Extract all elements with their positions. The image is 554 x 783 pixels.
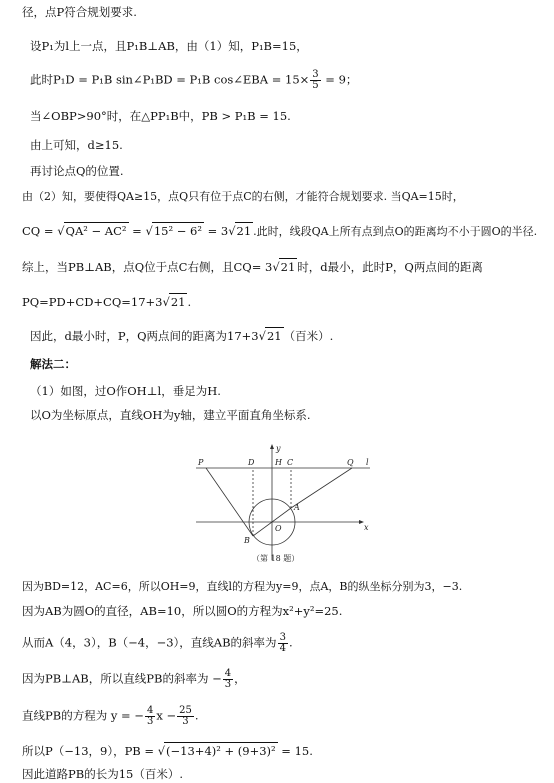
text: 由（2）知，要使得QA≥15，点Q只有位于点C的右侧，才能符合规划要求. 当QA=15时， [22,190,464,203]
text-line-16 [22,603,554,619]
text-line-19 [22,706,554,727]
text: . [187,295,192,309]
fraction-denominator: 5 [312,80,319,91]
text: 此时P₁D = P₁B sin∠P₁BD = P₁B cos∠EBA = 15× [30,72,310,87]
text-line-2 [30,38,554,54]
text: = 15. [277,744,313,758]
text: 因为PB⊥AB，所以直线PB的斜率为 − [22,671,222,686]
fraction-4-3 [145,706,155,727]
sqrt-15-6: 15² − 6² [153,224,202,238]
text: 时，d最小，此时P，Q两点间的距离 [297,260,483,274]
label-h: H [275,458,282,467]
line-pb [206,468,253,536]
text-line-3 [30,70,554,91]
text: 径，点P符合规划要求. [22,5,137,19]
fraction-denominator: 3 [146,716,154,727]
fraction-denominator: 4 [279,643,286,654]
fraction-denominator: 3 [224,679,232,690]
fraction-4-3 [223,669,233,690]
geometry-figure [192,442,382,570]
fraction-numerator: 4 [146,705,154,716]
text: CQ = [22,224,58,238]
text-line-10: PQ=PD+CD+CQ=17+3√21 . [22,295,192,309]
text: （百米）. [283,329,334,343]
text: 因此，d最小时，P，Q两点间的距离为17+3 [30,329,259,343]
text-line-6 [30,163,554,179]
label-d: D [248,458,255,467]
fraction-3-5 [310,70,320,91]
text-line-8: CQ = √QA² − AC² = √15² − 6² = 3√21 .此时，线段QA上所有点到点O的距离均不小于圆O的半径. [22,224,538,238]
fraction-numerator: 25 [179,705,192,716]
y-arrow [270,444,274,449]
text: . [288,635,293,650]
sqrt-21: 21 [280,260,296,274]
text: 由上可知，d≥15. [30,138,123,152]
sqrt-21: 21 [170,295,186,309]
text: ， [234,671,246,686]
sqrt-pb: (−13+4)² + (9+3)² [166,744,276,758]
text-line-9: 综上，当PB⊥AB，点Q位于点C右侧，且CQ= 3√21 时，d最小，此时P，Q两点间的距离 [22,260,483,274]
text-line-15 [22,578,554,595]
text: .此时，线段QA上所有点到点O的距离均不小于圆O的半径. [253,225,538,238]
text: . [194,708,199,723]
text: 因为AB为圆O的直径，AB=10，所以圆O的方程为x²+y²=25. [22,604,343,618]
text-line-13 [30,383,554,399]
text-line-11: 因此，d最小时，P，Q两点间的距离为17+3√21 （百米）. [30,329,334,343]
text-line-4 [30,108,554,124]
fraction-numerator: 3 [279,632,286,643]
text-line-12 [30,356,554,372]
label-o: O [275,524,282,533]
fraction-25-3 [177,706,194,727]
label-y: y [276,444,281,453]
section-heading: 解法二： [30,357,76,371]
text: x − [156,708,177,723]
text: 所以P（−13，9），PB = [22,744,158,758]
text-line-1 [22,4,554,20]
text: PQ=PD+CD+CQ=17+3 [22,295,163,309]
label-l: l [366,458,369,467]
text-line-14 [30,407,554,423]
sqrt-21: 21 [266,329,282,343]
text: 从而A（4，3），B（−4，−3），直线AB的斜率为 [22,635,277,650]
text-line-20: 所以P（−13，9），PB = √(−13+4)² + (9+3)² = 15. [22,744,313,758]
text-line-7 [22,188,554,205]
sqrt-21: 21 [236,224,252,238]
text: = 3 [203,224,229,238]
label-a: A [294,503,300,512]
fraction-numerator: 4 [224,668,232,679]
fraction-numerator: 3 [312,69,319,80]
text: = 9； [321,72,358,87]
text: 直线PB的方程为 y = − [22,708,144,723]
text-line-5 [30,137,554,153]
figure-lines [196,446,370,560]
label-q: Q [347,458,354,467]
line-aq [291,468,352,508]
fraction-3-4 [278,633,288,654]
text-line-18 [22,669,554,690]
text: = [128,224,146,238]
text-line-21 [22,766,554,782]
text-line-17 [22,633,554,654]
text: 因此道路PB的长为15（百米）. [22,767,183,781]
text: 以O为坐标原点，直线OH为y轴，建立平面直角坐标系. [30,408,311,422]
label-x: x [364,523,369,532]
label-p: P [198,458,204,467]
text: 再讨论点Q的位置. [30,164,124,178]
text: 因为BD=12，AC=6，所以OH=9，直线l的方程为y=9，点A，B的纵坐标分别为3，−3. [22,580,463,593]
label-b: B [244,536,250,545]
sqrt-qa-ac: QA² − AC² [65,224,127,238]
label-c: C [287,458,294,467]
text: 综上，当PB⊥AB，点Q位于点C右侧，且CQ= 3 [22,260,273,274]
text: 设P₁为l上一点，且P₁B⊥AB，由（1）知，P₁B=15， [30,39,308,53]
text: （1）如图，过O作OH⊥l，垂足为H. [30,384,221,398]
figure-caption: （第 18 题） [252,554,300,563]
text: 当∠OBP>90°时，在△PP₁B中，PB > P₁B = 15. [30,109,291,123]
fraction-denominator: 3 [182,716,189,727]
